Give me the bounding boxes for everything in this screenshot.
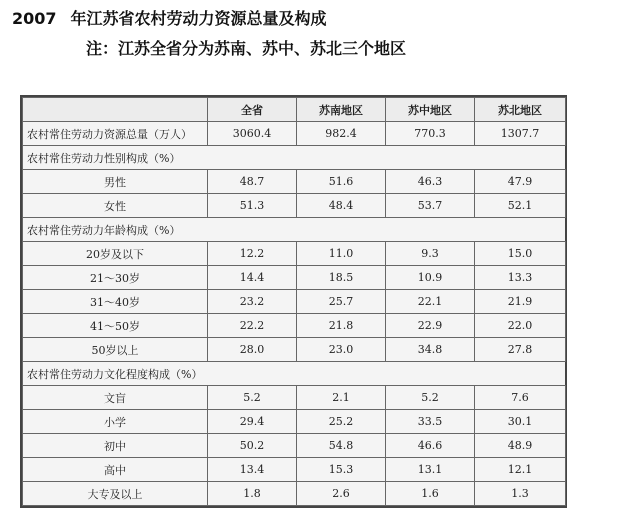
data-table	[22, 97, 566, 506]
cell-value: 7.6	[475, 386, 566, 410]
row-label: 农村常住劳动力资源总量（万人）	[23, 122, 208, 146]
cell-value: 13.4	[208, 458, 297, 482]
section-row-education	[23, 362, 566, 386]
cell-value: 3060.4	[208, 122, 297, 146]
row-label: 21～30岁	[23, 266, 208, 290]
cell-value: 21.8	[297, 314, 386, 338]
cell-value: 23.0	[297, 338, 386, 362]
title-text: 年江苏省农村劳动力资源总量及构成	[70, 9, 327, 28]
cell-value: 50.2	[208, 434, 297, 458]
row-label: 小学	[23, 410, 208, 434]
header-cell-north: 苏北地区	[475, 98, 566, 122]
header-cell-south: 苏南地区	[297, 98, 386, 122]
cell-value: 22.1	[386, 290, 475, 314]
cell-value: 12.2	[208, 242, 297, 266]
cell-value: 15.0	[475, 242, 566, 266]
cell-value: 1.8	[208, 482, 297, 506]
cell-value: 27.8	[475, 338, 566, 362]
cell-value: 51.3	[208, 194, 297, 218]
cell-value: 51.6	[297, 170, 386, 194]
cell-value: 25.7	[297, 290, 386, 314]
cell-value: 13.1	[386, 458, 475, 482]
table-row	[23, 338, 566, 362]
cell-value: 14.4	[208, 266, 297, 290]
cell-value: 48.9	[475, 434, 566, 458]
cell-value: 5.2	[208, 386, 297, 410]
cell-value: 53.7	[386, 194, 475, 218]
cell-value: 10.9	[386, 266, 475, 290]
cell-value: 48.4	[297, 194, 386, 218]
page-title	[12, 6, 327, 29]
cell-value: 47.9	[475, 170, 566, 194]
table-row	[23, 194, 566, 218]
cell-value: 12.1	[475, 458, 566, 482]
row-label: 女性	[23, 194, 208, 218]
cell-value: 22.0	[475, 314, 566, 338]
cell-value: 28.0	[208, 338, 297, 362]
header-cell-central: 苏中地区	[386, 98, 475, 122]
table-row	[23, 410, 566, 434]
table-row	[23, 170, 566, 194]
cell-value: 52.1	[475, 194, 566, 218]
table-row	[23, 386, 566, 410]
cell-value: 22.2	[208, 314, 297, 338]
row-label: 高中	[23, 458, 208, 482]
cell-value: 2.6	[297, 482, 386, 506]
table-row	[23, 290, 566, 314]
cell-value: 13.3	[475, 266, 566, 290]
cell-value: 1.3	[475, 482, 566, 506]
cell-value: 11.0	[297, 242, 386, 266]
table-row	[23, 434, 566, 458]
cell-value: 30.1	[475, 410, 566, 434]
cell-value: 1307.7	[475, 122, 566, 146]
row-label: 男性	[23, 170, 208, 194]
cell-value: 5.2	[386, 386, 475, 410]
cell-value: 22.9	[386, 314, 475, 338]
cell-value: 770.3	[386, 122, 475, 146]
row-label: 31～40岁	[23, 290, 208, 314]
section-title: 农村常住劳动力性别构成（%）	[23, 146, 566, 170]
section-row-gender	[23, 146, 566, 170]
data-table-container	[20, 95, 567, 508]
cell-value: 46.6	[386, 434, 475, 458]
row-label: 初中	[23, 434, 208, 458]
cell-value: 29.4	[208, 410, 297, 434]
table-header-row	[23, 98, 566, 122]
cell-value: 2.1	[297, 386, 386, 410]
cell-value: 9.3	[386, 242, 475, 266]
note-text: 注：江苏全省分为苏南、苏中、苏北三个地区	[86, 39, 407, 58]
cell-value: 18.5	[297, 266, 386, 290]
row-label: 文盲	[23, 386, 208, 410]
table-row-total	[23, 122, 566, 146]
table-row	[23, 458, 566, 482]
cell-value: 21.9	[475, 290, 566, 314]
cell-value: 54.8	[297, 434, 386, 458]
cell-value: 1.6	[386, 482, 475, 506]
cell-value: 48.7	[208, 170, 297, 194]
header-cell-empty	[23, 98, 208, 122]
cell-value: 982.4	[297, 122, 386, 146]
section-title: 农村常住劳动力年龄构成（%）	[23, 218, 566, 242]
row-label: 大专及以上	[23, 482, 208, 506]
row-label: 50岁以上	[23, 338, 208, 362]
cell-value: 46.3	[386, 170, 475, 194]
table-row	[23, 266, 566, 290]
header-cell-province: 全省	[208, 98, 297, 122]
row-label: 20岁及以下	[23, 242, 208, 266]
cell-value: 23.2	[208, 290, 297, 314]
cell-value: 33.5	[386, 410, 475, 434]
row-label: 41～50岁	[23, 314, 208, 338]
cell-value: 25.2	[297, 410, 386, 434]
table-row	[23, 242, 566, 266]
section-row-age	[23, 218, 566, 242]
table-row	[23, 314, 566, 338]
cell-value: 34.8	[386, 338, 475, 362]
cell-value: 15.3	[297, 458, 386, 482]
section-title: 农村常住劳动力文化程度构成（%）	[23, 362, 566, 386]
title-year: 2007	[12, 9, 57, 28]
table-row	[23, 482, 566, 506]
